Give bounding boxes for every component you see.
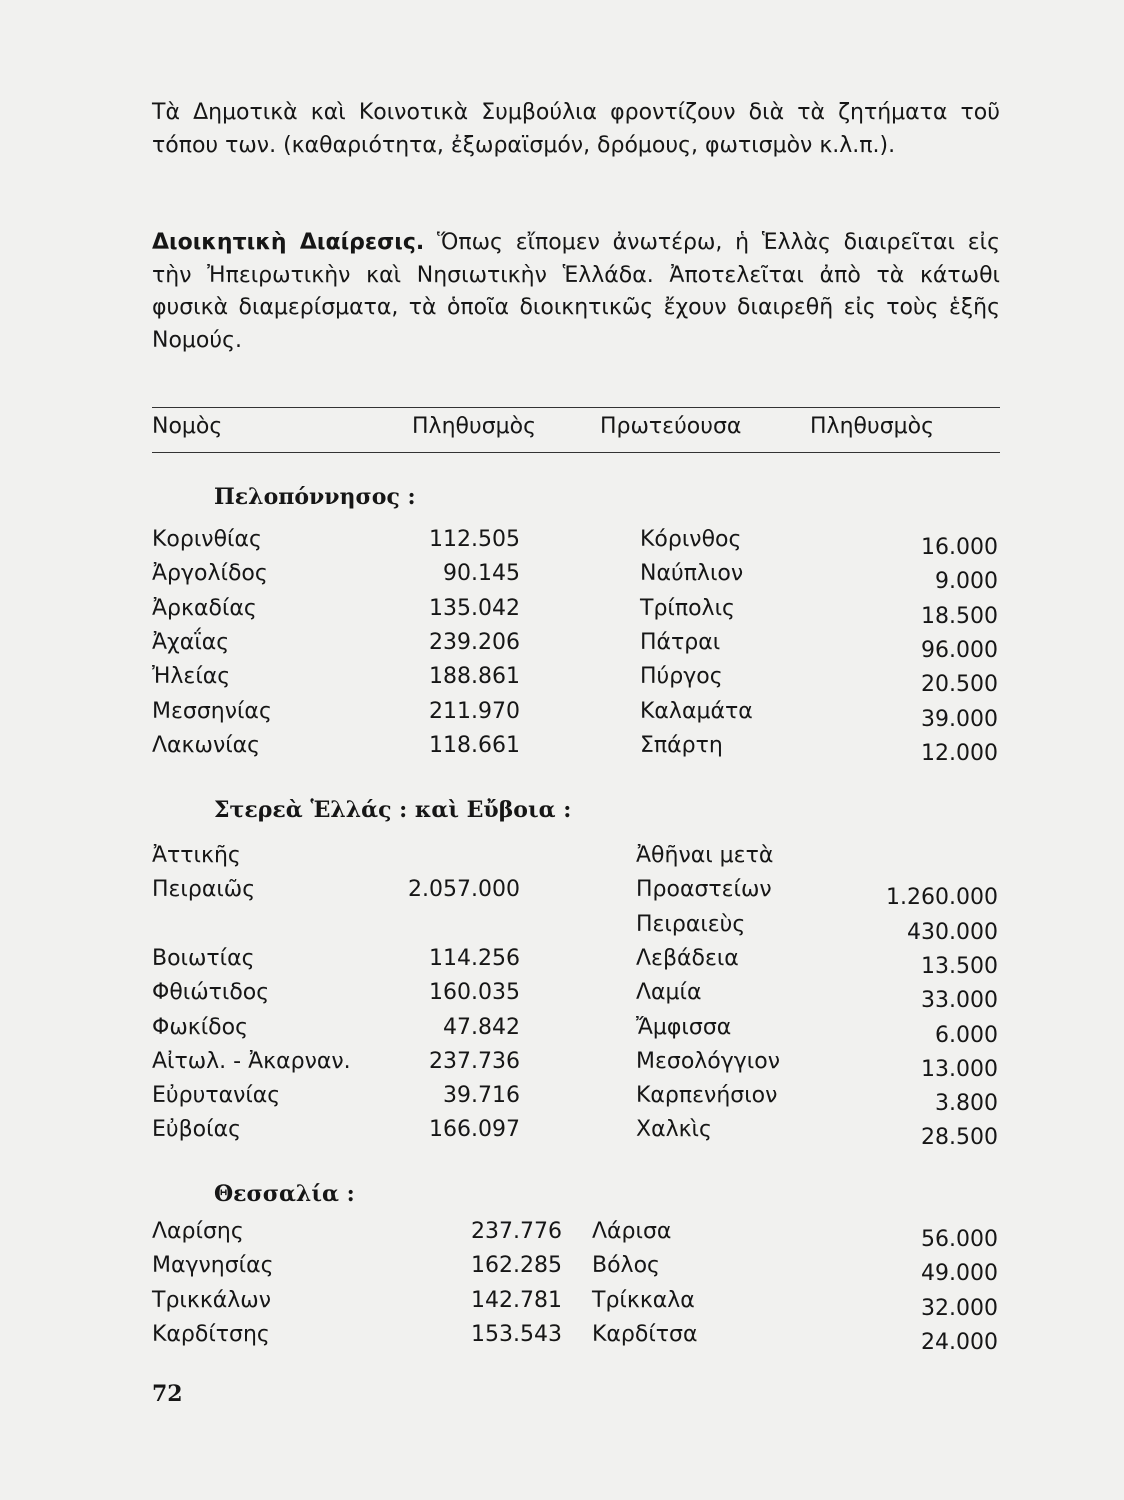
capital-population: 1.260.000: [886, 885, 998, 911]
prefecture-population: 153.543: [471, 1321, 562, 1347]
capital-name: Λαμία: [636, 980, 702, 1006]
capital-population: 13.500: [921, 953, 998, 979]
capital-population: 16.000: [921, 535, 998, 560]
table-row: [0, 1015, 1124, 1049]
table-row: [0, 527, 1124, 561]
capital-population: 18.500: [921, 603, 998, 629]
prefecture-population: 2.057.000: [408, 877, 520, 903]
capital-name: Λεβάδεια: [636, 945, 739, 971]
prefecture-population: 142.781: [471, 1287, 562, 1313]
capital-name: Τρίπολις: [640, 595, 735, 621]
table-row: [0, 733, 1124, 767]
page-number: 72: [152, 1381, 183, 1407]
header-nomos: Νομὸς: [152, 414, 223, 439]
prefecture-name: Λακωνίας: [152, 732, 261, 758]
capital-population: 24.000: [921, 1329, 998, 1355]
capital-population: 32.000: [921, 1295, 998, 1321]
capital-name: Καρπενήσιον: [636, 1083, 778, 1109]
table-row: [0, 912, 1124, 946]
prefecture-population: 112.505: [429, 527, 520, 552]
prefecture-name: Αἰτωλ. - Ἀκαρναν.: [152, 1048, 351, 1074]
capital-name: Ἀθῆναι μετὰ: [636, 843, 774, 868]
prefecture-name: Ἠλείας: [152, 664, 231, 690]
section-title-peloponnisos: Πελοπόννησος :: [214, 484, 416, 510]
capital-name: Ἄμφισσα: [636, 1014, 732, 1040]
prefecture-population: 135.042: [429, 595, 520, 621]
capital-population: 28.500: [921, 1125, 998, 1151]
capital-name: Πάτραι: [640, 629, 721, 655]
prefecture-name: Κορινθίας: [152, 527, 262, 552]
capital-population: 3.800: [935, 1091, 998, 1117]
prefecture-population: 39.716: [443, 1083, 520, 1109]
capital-name: Κόρινθος: [640, 527, 742, 552]
prefecture-name: Καρδίτσης: [152, 1321, 270, 1347]
administrative-division-paragraph: [152, 227, 1000, 357]
table-row: [0, 630, 1124, 664]
capital-population: 6.000: [935, 1022, 998, 1048]
table-row: [0, 664, 1124, 698]
prefecture-population: 47.842: [443, 1014, 520, 1040]
prefecture-name: Πειραιῶς: [152, 877, 256, 903]
table-header-rule: [152, 452, 1000, 453]
capital-name: Προαστείων: [636, 877, 772, 903]
capital-population: 33.000: [921, 988, 998, 1014]
prefecture-population: 166.097: [429, 1117, 520, 1143]
prefecture-name: Λαρίσης: [152, 1219, 244, 1244]
table-row: [0, 980, 1124, 1014]
capital-name: Πύργος: [640, 664, 723, 690]
prefecture-population: 239.206: [429, 629, 520, 655]
prefecture-name: Φθιώτιδος: [152, 980, 270, 1006]
table-row: [0, 1219, 1124, 1253]
table-top-rule: [152, 407, 1000, 408]
table-row: [0, 699, 1124, 733]
capital-population: 9.000: [935, 569, 998, 595]
capital-name: Μεσολόγγιον: [636, 1048, 780, 1074]
prefecture-population: 162.285: [471, 1253, 562, 1279]
capital-population: 12.000: [921, 740, 998, 766]
table-row: [0, 946, 1124, 980]
capital-name: Λάρισα: [592, 1219, 672, 1244]
capital-population: 56.000: [921, 1227, 998, 1252]
prefecture-name: Τρικκάλων: [152, 1287, 272, 1313]
table-row: [0, 1049, 1124, 1083]
paragraph-heading: Διοικητικὴ Διαίρεσις.: [152, 230, 425, 255]
prefecture-name: Ἀχαΐας: [152, 629, 230, 655]
capital-name: Τρίκκαλα: [592, 1287, 695, 1313]
capital-population: 20.500: [921, 672, 998, 698]
prefecture-name: Ἀρκαδίας: [152, 595, 257, 621]
table-row: [0, 561, 1124, 595]
prefecture-name: Μεσσηνίας: [152, 698, 272, 724]
table-row: [0, 1322, 1124, 1356]
capital-name: Ναύπλιον: [640, 561, 744, 587]
prefecture-name: Ἀττικῆς: [152, 843, 241, 868]
capital-name: Βόλος: [592, 1253, 660, 1279]
prefecture-name: Βοιωτίας: [152, 945, 255, 971]
table-row: [0, 877, 1124, 911]
prefecture-name: Μαγνησίας: [152, 1253, 274, 1279]
table-row: [0, 1288, 1124, 1322]
prefecture-population: 237.776: [471, 1219, 562, 1244]
prefecture-population: 90.145: [443, 561, 520, 587]
header-capital-population: Πληθυσμὸς: [810, 414, 935, 439]
capital-population: 39.000: [921, 706, 998, 732]
header-capital: Πρωτεύουσα: [600, 414, 742, 439]
capital-name: Καρδίτσα: [592, 1321, 698, 1347]
prefecture-name: Εὐρυτανίας: [152, 1083, 281, 1109]
prefecture-population: 211.970: [429, 698, 520, 724]
capital-population: 49.000: [921, 1261, 998, 1287]
table-row: [0, 1253, 1124, 1287]
paragraph-body: Ὅπως εἴπομεν ἀνωτέρω, ἡ Ἑλλὰς διαιρεῖται εἰς τὴν Ἠπειρωτικὴν καὶ Νησιωτικὴν Ἑλλάδα. Ἀποτελεῖται ἀπὸ τὰ κάτωθι φυσικὰ διαμερίσματα, τὰ ὁποῖα διοικητικῶς ἔχουν διαιρεθῆ εἰς τοὺς ἑξῆς Νομούς.: [152, 230, 1000, 353]
table-row: [0, 1117, 1124, 1151]
prefecture-population: 118.661: [429, 732, 520, 758]
capital-population: 430.000: [907, 919, 998, 945]
intro-paragraph: Τὰ Δημοτικὰ καὶ Κοινοτικὰ Συμβούλια φροντίζουν διὰ τὰ ζητήματα τοῦ τόπου των. (καθαριότητα, ἐξωραϊσμόν, δρόμους, φωτισμὸν κ.λ.π.).: [152, 100, 1000, 158]
capital-name: Πειραιεὺς: [636, 911, 746, 937]
capital-name: Χαλκὶς: [636, 1117, 712, 1143]
prefecture-population: 188.861: [429, 664, 520, 690]
prefecture-name: Φωκίδος: [152, 1014, 248, 1040]
prefecture-name: Εὐβοίας: [152, 1117, 241, 1143]
capital-name: Σπάρτη: [640, 732, 723, 758]
section-title-thessalia: Θεσσαλία :: [214, 1181, 355, 1207]
table-row: [0, 596, 1124, 630]
header-population: Πληθυσμὸς: [412, 414, 537, 439]
capital-population: 96.000: [921, 637, 998, 663]
prefecture-population: 160.035: [429, 980, 520, 1006]
capital-population: 13.000: [921, 1056, 998, 1082]
prefecture-name: Ἀργολίδος: [152, 561, 268, 587]
section-title-sterea: Στερεὰ Ἑλλάς : καὶ Εὔβοια :: [214, 797, 572, 823]
prefecture-population: 237.736: [429, 1048, 520, 1074]
table-row: [0, 1083, 1124, 1117]
capital-name: Καλαμάτα: [640, 698, 753, 724]
prefecture-population: 114.256: [429, 945, 520, 971]
table-row: [0, 843, 1124, 877]
